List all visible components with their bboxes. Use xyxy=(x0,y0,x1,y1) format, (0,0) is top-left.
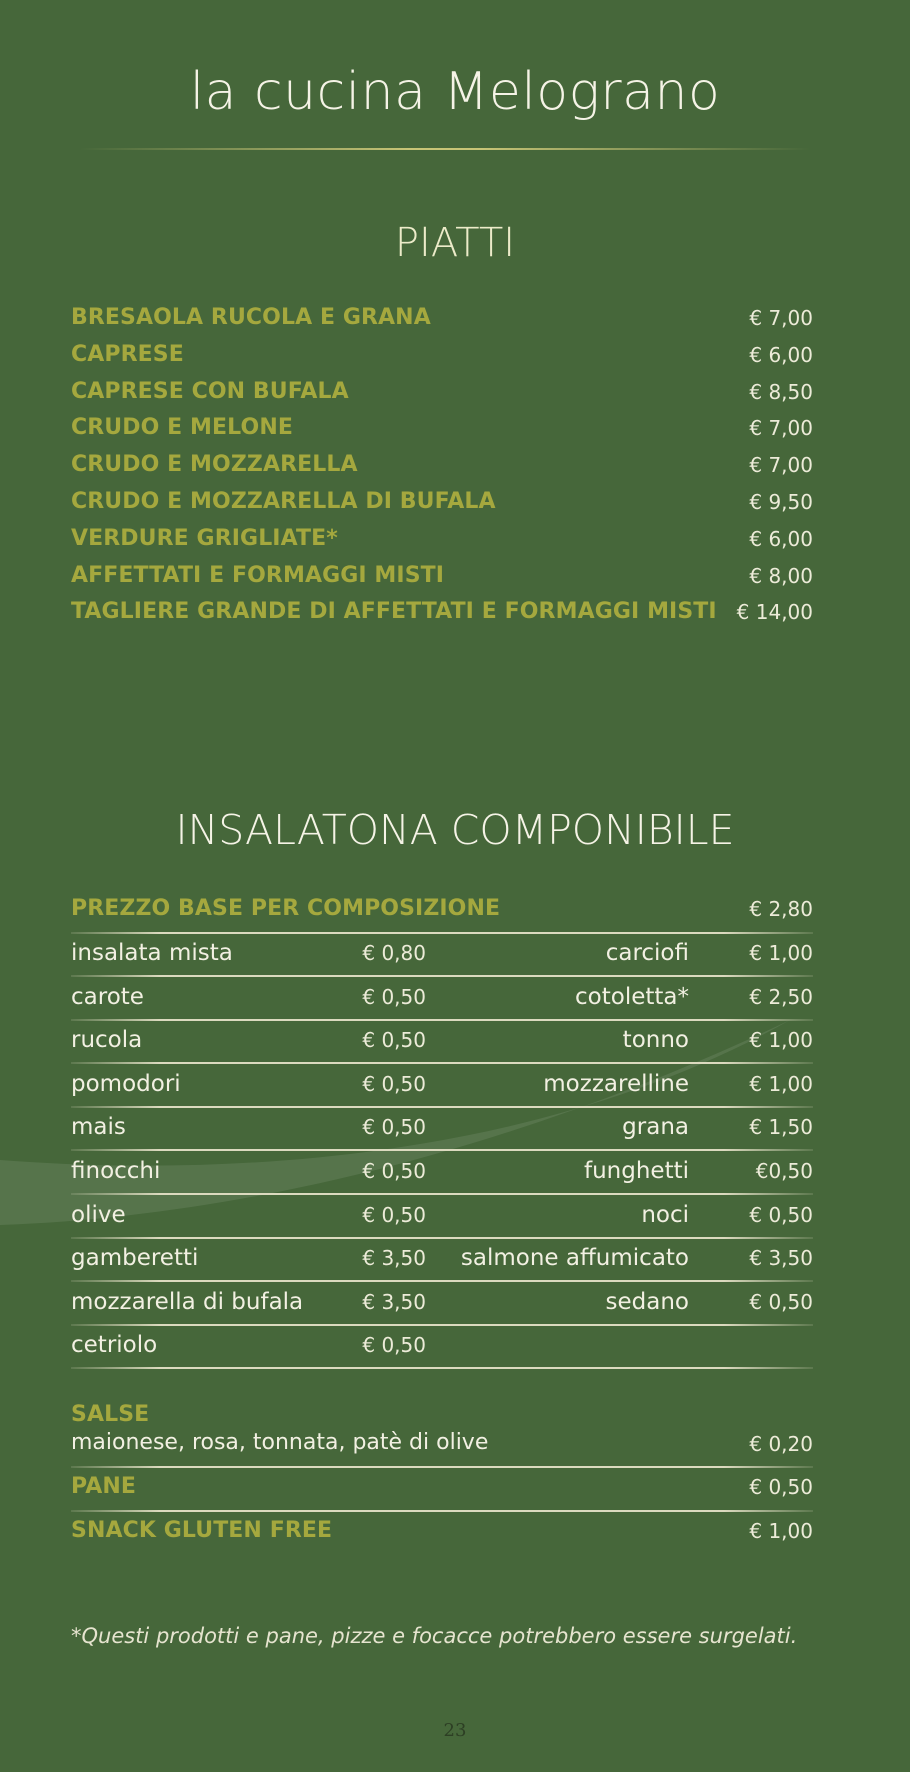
salse-description: maionese, rosa, tonnata, patè di olive xyxy=(71,1430,489,1455)
base-price-value: € 2,80 xyxy=(749,897,813,921)
ingredient-price: € 1,50 xyxy=(749,1115,813,1140)
dish-row xyxy=(71,342,813,376)
ingredient-price: € 0,50 xyxy=(362,1071,426,1096)
ingredient-name: mozzarelline xyxy=(543,1070,689,1097)
pane-label: PANE xyxy=(71,1474,136,1499)
ingredient-price: € 0,50 xyxy=(362,1028,426,1053)
footnote: *Questi prodotti e pane, pizze e focacce potrebbero essere surgelati. xyxy=(71,1624,798,1648)
snack-price: € 1,00 xyxy=(749,1519,813,1543)
ingredient-row xyxy=(71,978,813,1021)
ingredient-name: sedano xyxy=(605,1288,689,1315)
salse-row xyxy=(71,1402,813,1468)
ingredient-name: olive xyxy=(71,1201,126,1228)
page-title: la cucina Melograno xyxy=(189,62,721,122)
ingredient-row xyxy=(71,1152,813,1195)
ingredient-price: € 0,50 xyxy=(362,984,426,1009)
ingredient-price: € 3,50 xyxy=(749,1246,813,1271)
dish-name: AFFETTATI E FORMAGGI MISTI xyxy=(71,562,445,588)
dish-row xyxy=(71,379,813,413)
ingredient-name: funghetti xyxy=(583,1158,689,1184)
title-divider xyxy=(80,148,810,150)
dish-price: € 7,00 xyxy=(749,416,813,441)
ingredient-price: € 0,50 xyxy=(749,1202,813,1227)
dish-row xyxy=(71,599,813,633)
ingredient-row xyxy=(71,1239,813,1282)
section-title-piatti: PIATTI xyxy=(394,220,516,266)
ingredient-price: € 1,00 xyxy=(749,1071,813,1096)
salse-price: € 0,20 xyxy=(749,1432,813,1456)
ingredient-name: finocchi xyxy=(71,1158,161,1184)
ingredient-name: carote xyxy=(71,983,144,1010)
ingredient-row xyxy=(71,934,813,977)
ingredient-price: € 1,00 xyxy=(749,941,813,965)
dish-price: € 14,00 xyxy=(736,600,813,625)
ingredient-name: carciofi xyxy=(605,940,689,966)
snack-label: SNACK GLUTEN FREE xyxy=(71,1518,333,1543)
ingredient-price: € 0,50 xyxy=(362,1159,426,1183)
row-divider xyxy=(71,1367,813,1369)
dish-name: BRESAOLA RUCOLA E GRANA xyxy=(71,305,431,330)
ingredient-name: pomodori xyxy=(71,1070,181,1097)
ingredient-price: € 2,50 xyxy=(749,984,813,1009)
dish-price: € 7,00 xyxy=(749,306,813,330)
dish-name: TAGLIERE GRANDE DI AFFETTATI E FORMAGGI MISTI xyxy=(71,599,717,625)
ingredient-name: gamberetti xyxy=(71,1245,199,1272)
ingredient-name: cotoletta* xyxy=(575,983,689,1010)
ingredient-name: cetriolo xyxy=(71,1332,158,1359)
base-price-label: PREZZO BASE PER COMPOSIZIONE xyxy=(71,896,501,921)
dish-row xyxy=(71,305,813,339)
snack-row xyxy=(71,1518,813,1552)
dish-price: € 7,00 xyxy=(749,453,813,478)
salse-label: SALSE xyxy=(71,1402,150,1427)
ingredient-name: rucola xyxy=(71,1027,143,1054)
section-title-insalatona: INSALATONA COMPONIBILE xyxy=(175,806,735,854)
ingredient-name: noci xyxy=(641,1201,689,1228)
ingredient-name: mais xyxy=(71,1114,126,1141)
dish-price: € 8,00 xyxy=(749,563,813,588)
ingredient-row xyxy=(71,1326,813,1369)
ingredient-price: € 3,50 xyxy=(362,1246,426,1271)
ingredient-row xyxy=(71,1196,813,1239)
ingredient-price: € 1,00 xyxy=(749,1028,813,1053)
page-number: 23 xyxy=(443,1720,467,1741)
ingredient-price: € 0,50 xyxy=(749,1289,813,1314)
dish-name: VERDURE GRIGLIATE* xyxy=(71,525,338,551)
ingredient-price: € 3,50 xyxy=(362,1289,426,1314)
dish-price: € 9,50 xyxy=(749,490,813,514)
ingredient-price: € 0,50 xyxy=(362,1333,426,1358)
ingredient-price: €0,50 xyxy=(755,1159,813,1183)
ingredient-name: salmone affumicato xyxy=(460,1245,689,1272)
dish-name: CRUDO E MOZZARELLA DI BUFALA xyxy=(71,489,496,514)
ingredient-price: € 0,80 xyxy=(362,941,426,965)
dish-name: CAPRESE CON BUFALA xyxy=(71,378,349,404)
dish-price: € 6,00 xyxy=(749,342,813,367)
dish-name: CRUDO E MOZZARELLA xyxy=(71,452,358,478)
ingredient-price: € 0,50 xyxy=(362,1202,426,1227)
row-divider xyxy=(71,1466,813,1468)
dish-name: CAPRESE xyxy=(71,341,184,367)
dish-row xyxy=(71,526,813,560)
ingredient-name: mozzarella di bufala xyxy=(71,1288,304,1315)
dish-row xyxy=(71,452,813,486)
pane-row xyxy=(71,1474,813,1512)
dish-name: CRUDO E MELONE xyxy=(71,415,293,441)
ingredient-row xyxy=(71,1108,813,1151)
dish-price: € 6,00 xyxy=(749,526,813,551)
base-price-row xyxy=(71,896,813,934)
dish-row xyxy=(71,415,813,449)
pane-price: € 0,50 xyxy=(749,1475,813,1499)
dish-price: € 8,50 xyxy=(749,379,813,404)
dish-row xyxy=(71,563,813,597)
ingredient-row xyxy=(71,1283,813,1326)
ingredient-name: grana xyxy=(622,1114,689,1141)
ingredient-row xyxy=(71,1021,813,1064)
row-divider xyxy=(71,1510,813,1512)
ingredient-name: insalata mista xyxy=(71,940,233,966)
ingredient-row xyxy=(71,1065,813,1108)
dish-row xyxy=(71,489,813,523)
ingredient-price: € 0,50 xyxy=(362,1115,426,1140)
ingredient-name: tonno xyxy=(622,1027,689,1054)
